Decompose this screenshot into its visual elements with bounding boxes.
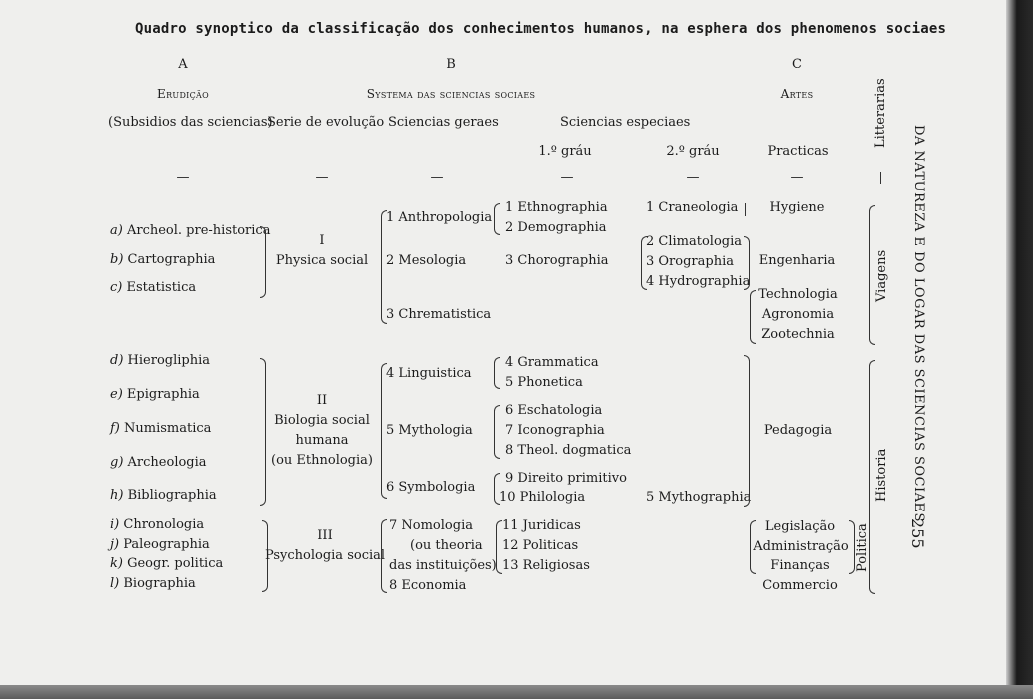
geraes-item: 2 Mesologia [386, 253, 467, 268]
section-c-name: Artes [780, 87, 814, 101]
brace [494, 405, 500, 459]
dash: — [176, 170, 190, 185]
grau1-item: 8 Theol. dogmatica [505, 443, 632, 458]
list-item: f) Numismatica [110, 421, 212, 436]
grau1-item: 6 Eschatologia [505, 403, 603, 418]
geraes-item: 4 Linguistica [386, 366, 472, 381]
grau1-item: 3 Chorographia [505, 253, 609, 268]
grau1-item: 10 Philologia [499, 490, 586, 505]
geraes-item: 5 Mythologia [386, 423, 473, 438]
section-b-name: Systema das sciencias sociaes [366, 87, 536, 101]
page-edge-shadow [1006, 0, 1033, 699]
grau1-item: 7 Iconographia [505, 423, 605, 438]
col-grau1-header: 1.º gráu [538, 144, 592, 159]
brace [260, 226, 266, 298]
grau1-item: 11 Juridicas [502, 518, 581, 533]
col-especiaes-header: Sciencias especiaes [560, 115, 691, 130]
col-grau2-header: 2.º gráu [666, 144, 720, 159]
grau1-item: 13 Religiosas [502, 558, 590, 573]
list-item: g) Archeologia [110, 455, 207, 470]
geraes-item: 3 Chrematistica [386, 307, 492, 322]
brace [494, 203, 500, 235]
section-a-name: Erudição [157, 87, 209, 101]
col-serie-header: Serie de evolução [267, 115, 385, 130]
litteraria-politica: Politica [855, 523, 870, 572]
list-item: l) Biographia [110, 576, 196, 591]
brace [744, 355, 750, 507]
col-practicas-header: Practicas [767, 144, 829, 159]
geraes-item: das instituições) [389, 558, 497, 573]
list-item: k) Geogr. politica [110, 556, 224, 571]
list-item: d) Hierogliphia [110, 353, 211, 368]
grau1-item: 4 Grammatica [505, 355, 599, 370]
brace [260, 358, 266, 506]
grau2-item: 2 Climatologia [646, 234, 743, 249]
practica-item: Pedagogia [763, 423, 833, 438]
page-number: 255 [908, 518, 927, 549]
geraes-item: 7 Nomologia [389, 518, 473, 533]
practica-item: Commercio [762, 578, 838, 593]
brace-tick [745, 203, 746, 216]
brace [744, 236, 750, 290]
practica-item: Zootechnia [761, 327, 835, 342]
grau2-item: 4 Hydrographia [646, 274, 751, 289]
grau2-item: 1 Craneologia [646, 200, 739, 215]
geraes-item: (ou theoria [410, 538, 483, 553]
page-title: Quadro synoptico da classificação dos conhecimentos humanos, na esphera dos phenomenos sociaes [135, 21, 947, 37]
section-b-letter: B [446, 57, 456, 72]
litteraria-viagens: Viagens [874, 249, 889, 302]
list-item: b) Cartographia [110, 252, 216, 267]
grau1-item: 9 Direito primitivo [505, 471, 627, 486]
serie-text: Biologia social [274, 413, 370, 428]
dash: — [686, 170, 700, 185]
grau1-item: 5 Phonetica [505, 375, 583, 390]
col-litterarias-header: Litterarias [873, 78, 888, 148]
practica-item: Legislação [764, 519, 836, 534]
list-item: h) Bibliographia [110, 488, 217, 503]
serie-num: II [316, 393, 328, 408]
dash: — [560, 170, 574, 185]
practica-item: Technologia [758, 287, 838, 302]
serie-num: I [319, 233, 325, 248]
practica-item: Hygiene [769, 200, 825, 215]
dash: — [430, 170, 444, 185]
practica-item: Engenharia [758, 253, 836, 268]
grau2-item: 5 Mythographia [646, 490, 752, 505]
section-a-letter: A [178, 57, 188, 72]
brace [494, 357, 500, 389]
practica-item: Administração [753, 539, 849, 554]
dash: — [315, 170, 329, 185]
page-bottom-edge [0, 685, 1033, 699]
brace [381, 519, 387, 593]
litteraria-historia: Historia [874, 448, 889, 502]
section-c-letter: C [792, 57, 802, 72]
list-item: a) Archeol. pre-historica [110, 223, 271, 238]
geraes-item: 1 Anthropologia [386, 210, 493, 225]
dash: — [790, 170, 804, 185]
list-item: e) Epigraphia [110, 387, 200, 402]
dash-vertical [880, 172, 881, 184]
brace [750, 290, 756, 344]
col-geraes-header: Sciencias geraes [388, 115, 499, 130]
running-head: DA NATUREZA E DO LOGAR DAS SCIENCIAS SOCIAES [911, 125, 926, 522]
list-item: i) Chronologia [110, 517, 205, 532]
list-item: j) Paleographia [110, 537, 210, 552]
grau1-item: 12 Politicas [502, 538, 579, 553]
serie-text: (ou Ethnologia) [271, 453, 373, 468]
list-item: c) Estatistica [110, 280, 197, 295]
serie-text: Psychologia social [264, 548, 386, 563]
practica-item: Finanças [770, 558, 830, 573]
serie-num: III [317, 528, 333, 543]
geraes-item: 8 Economia [389, 578, 467, 593]
serie-text: humana [295, 433, 349, 448]
grau1-item: 1 Ethnographia [505, 200, 608, 215]
grau2-item: 3 Orographia [646, 254, 734, 269]
geraes-item: 6 Symbologia [386, 480, 476, 495]
serie-text: Physica social [275, 253, 369, 268]
section-a-sub: (Subsidios das sciencias) [108, 115, 273, 130]
practica-item: Agronomia [761, 307, 835, 322]
grau1-item: 2 Demographia [505, 220, 607, 235]
